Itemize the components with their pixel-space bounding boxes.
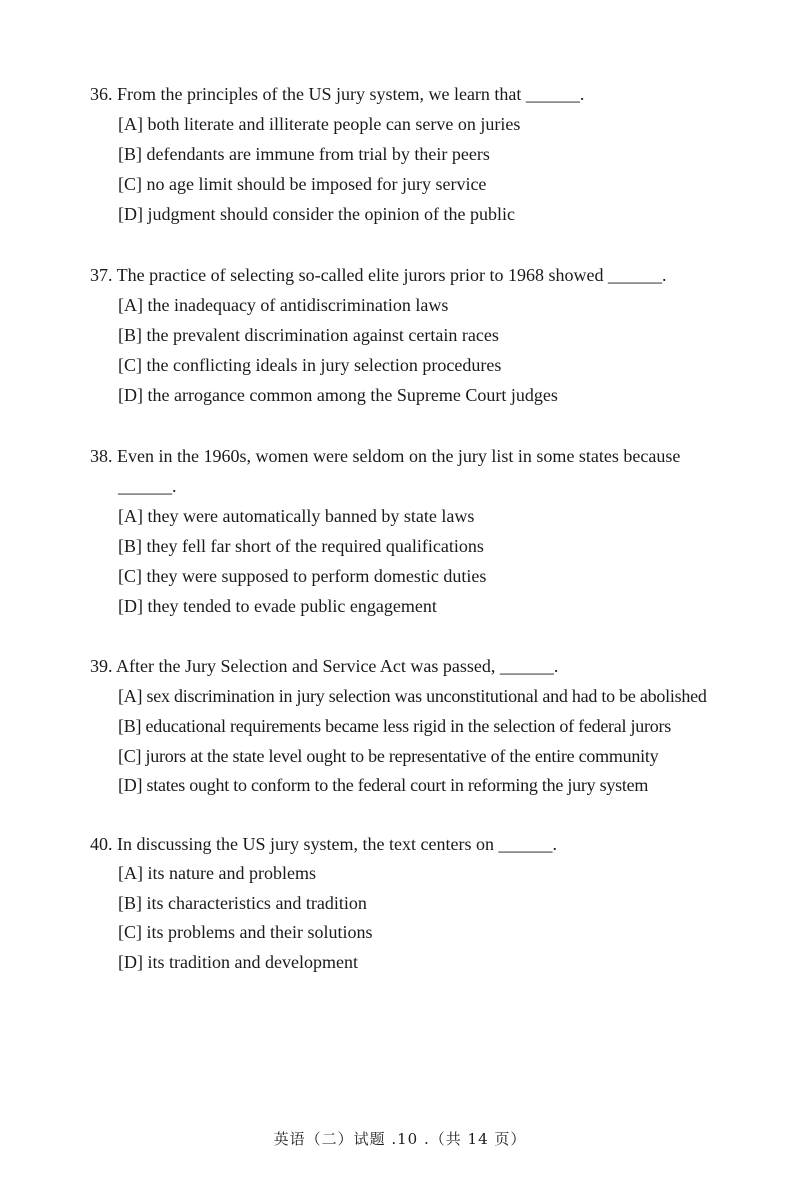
option-d: [D] they tended to evade public engagement [118,596,437,616]
option-c: [C] the conflicting ideals in jury selection procedures [118,355,502,375]
option-a: [A] they were automatically banned by state laws [118,506,475,526]
option-a: [A] its nature and problems [118,863,316,883]
question-stem: 38. Even in the 1960s, women were seldom on the jury list in some states because [90,446,681,466]
option-b: [B] defendants are immune from trial by their peers [118,144,490,164]
option-c: [C] they were supposed to perform domestic duties [118,566,487,586]
question-stem-continuation: ______. [118,476,177,496]
option-c: [C] no age limit should be imposed for jury service [118,174,487,194]
option-b: [B] educational requirements became less rigid in the selection of federal jurors [118,716,672,736]
option-b: [B] they fell far short of the required qualifications [118,536,484,556]
option-c: [C] its problems and their solutions [118,922,373,942]
option-a: [A] sex discrimination in jury selection was unconstitutional and had to be abolished [118,686,707,706]
option-d: [D] states ought to conform to the federal court in reforming the jury system [118,775,649,795]
option-a: [A] the inadequacy of antidiscrimination laws [118,295,449,315]
option-b: [B] the prevalent discrimination against certain races [118,325,499,345]
page-footer: 英语（二）试题 .10 .（共 14 页） [273,1130,527,1148]
option-d: [D] judgment should consider the opinion of the public [118,204,515,224]
option-b: [B] its characteristics and tradition [118,893,367,913]
question-stem: 40. In discussing the US jury system, the text centers on ______. [90,834,557,854]
option-a: [A] both literate and illiterate people can serve on juries [118,114,521,134]
question-stem: 37. The practice of selecting so-called elite jurors prior to 1968 showed ______. [90,265,667,285]
option-c: [C] jurors at the state level ought to be representative of the entire community [118,746,659,766]
option-d: [D] the arrogance common among the Supreme Court judges [118,385,558,405]
question-stem: 39. After the Jury Selection and Service Act was passed, ______. [90,656,559,676]
question-stem: 36. From the principles of the US jury system, we learn that ______. [90,84,585,104]
option-d: [D] its tradition and development [118,952,358,972]
